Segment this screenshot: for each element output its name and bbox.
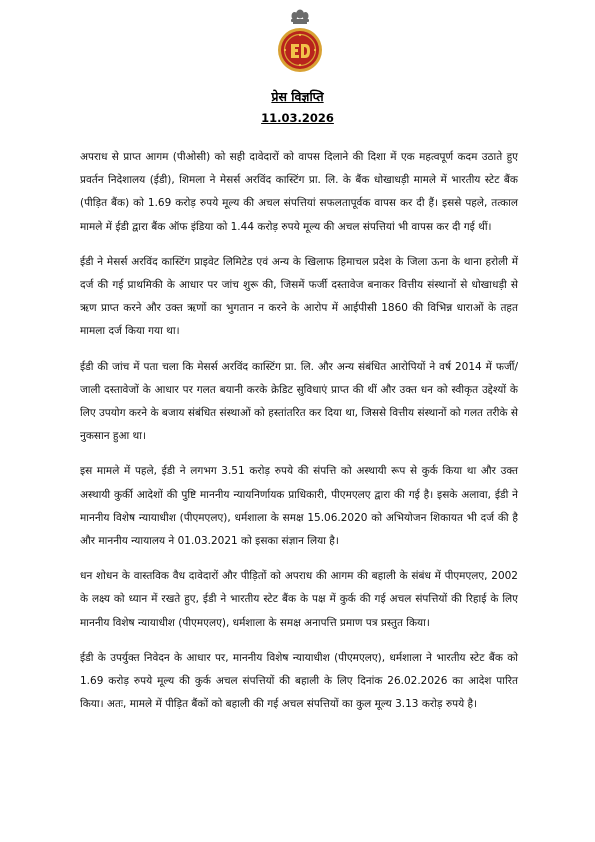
paragraph-6: ईडी के उपर्युक्त निवेदन के आधार पर, माननीय विशेष न्यायाधीश (पीएमएलए), धर्मशाला ने भारतीय स्टेट बैंक को 1.69 करोड़ रुपये मूल्य की कुर्क अचल संपत्तियों की बहाली के लिए दिनांक 26.02.2026 का आदेश पारित किया। अतः, मामले में पीड़ित बैंकों को बहाली की गई अचल संपत्तियों का कुल मूल्य 3.13 करोड़ रुपये है।	[80, 651, 518, 711]
paragraph-5: धन शोधन के वास्तविक वैध दावेदारों और पीड़ितों को अपराध की आगम की बहाली के संबंध में पीएमएलए, 2002 के लक्ष्य को ध्यान में रखते हुए, ईडी ने भारतीय स्टेट बैंक के पक्ष में कुर्क की गई अचल संपत्तियों की रिहाई के लिए माननीय विशेष न्यायाधीश (पीएमएलए), धर्मशाला के समक्ष अनापत्ति प्रमाण पत्र प्रस्तुत किया।	[80, 570, 518, 629]
release-date: 11.03.2026	[261, 111, 334, 125]
paragraph-2: ईडी ने मेसर्स अरविंद कास्टिंग प्राइवेट लिमिटेड एवं अन्य के खिलाफ हिमाचल प्रदेश के जिला ऊना के थाना हरोली में दर्ज की गई प्राथमिकी के आधार पर जांच शुरू की, जिसमें फर्जी दस्तावेज बनाकर वित्तीय संस्थानों से धोखाधड़ी से ऋण प्राप्त करने और उक्त ऋणों का भुगतान न करने के आरोप में आईपीसी 1860 की विभिन्न धाराओं के तहत मामला दर्ज किया गया था।	[80, 255, 518, 338]
paragraph-3: ईडी की जांच में पता चला कि मेसर्स अरविंद कास्टिंग प्रा. लि. और अन्य संबंधित आरोपियों ने वर्ष 2014 में फर्जी/जाली दस्तावेजों के आधार पर गलत बयानी करके क्रेडिट सुविधाएं प्राप्त की थीं और उक्त धन को स्वीकृत उद्देश्यों के लिए उपयोग करने के बजाय संबंधित संस्थाओं को हस्तांतरित कर दिया था, जिससे वित्तीय संस्थानों को गलत तरीके से नुकसान हुआ था।	[80, 360, 518, 443]
release-body	[80, 146, 518, 728]
page-title: प्रेस विज्ञप्ति	[271, 89, 324, 104]
directorate-emblem-icon	[275, 6, 325, 78]
paragraph-4: इस मामले में पहले, ईडी ने लगभग 3.51 करोड़ रुपये की संपत्ति को अस्थायी रूप से कुर्क किया था और उक्त अस्थायी कुर्की आदेशों की पुष्टि माननीय न्यायनिर्णायक प्राधिकारी, पीएमएलए द्वारा की गई है। इसके अलावा, ईडी ने माननीय विशेष न्यायाधीश (पीएमएलए), धर्मशाला के समक्ष 15.06.2020 को अभियोजन शिकायत भी दर्ज की है और माननीय न्यायालय ने 01.03.2021 को इसका संज्ञान लिया है।	[80, 465, 518, 548]
paragraph-1: अपराध से प्राप्त आगम (पीओसी) को सही दावेदारों को वापस दिलाने की दिशा में एक महत्वपूर्ण कदम उठाते हुए प्रवर्तन निदेशालय (ईडी), शिमला ने मेसर्स अरविंद कास्टिंग प्रा. लि. के बैंक धोखाधड़ी मामले में भारतीय स्टेट बैंक (पीड़ित बैंक) को 1.69 करोड़ रुपये मूल्य की अचल संपत्तियां सफलतापूर्वक वापस कर दी हैं। इससे पहले, तत्काल मामले में ईडी द्वारा बैंक ऑफ इंडिया को 1.44 करोड़ रुपये मूल्य की अचल संपत्तियां भी वापस कर दी गई थीं।	[80, 151, 518, 233]
